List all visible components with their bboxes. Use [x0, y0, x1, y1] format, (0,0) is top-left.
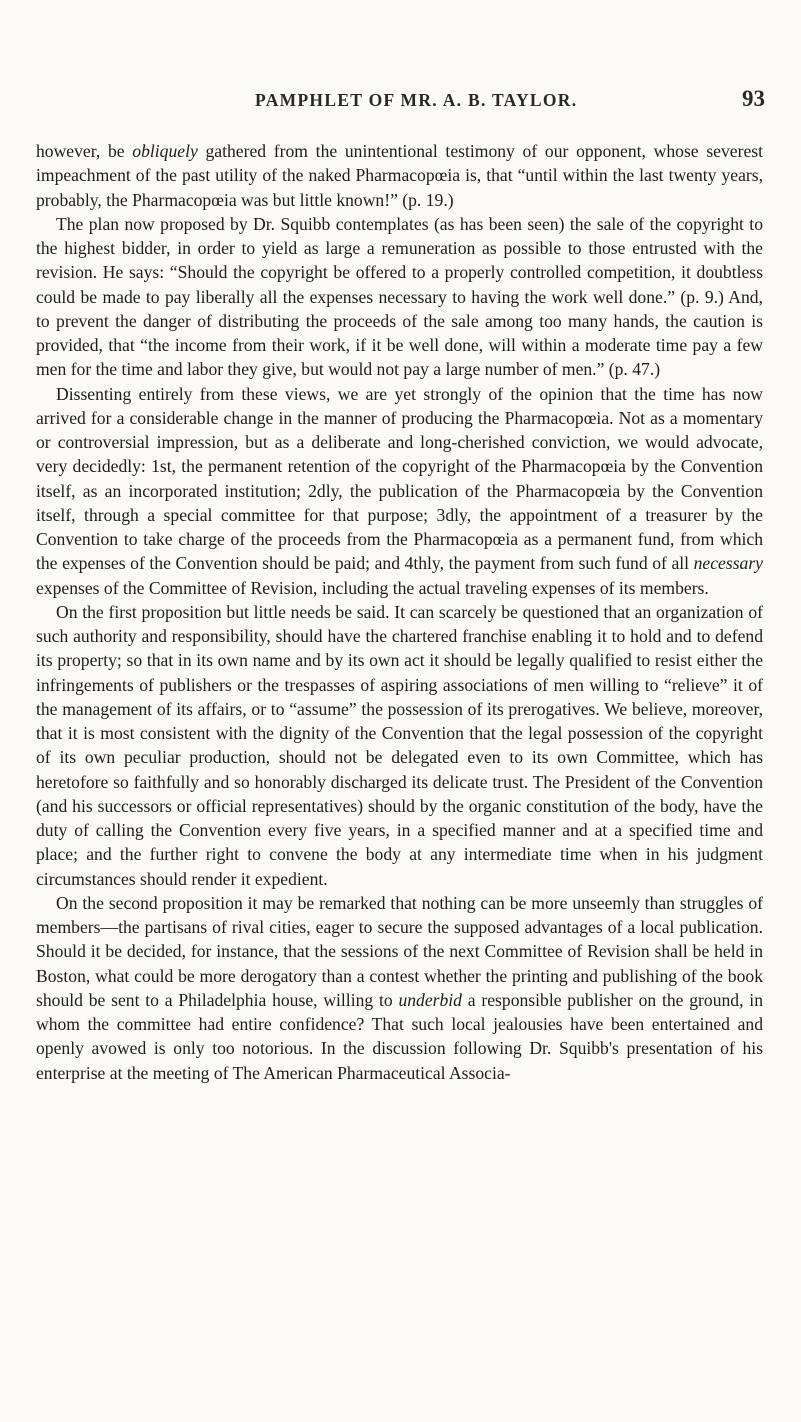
- italic-run: obliquely: [132, 141, 198, 161]
- text-run: The plan now proposed by Dr. Squibb contemplates (as has been seen) the sale of the copyright to the highest bidder, in order to yield as large a remuneration as possible to those entrusted with the revision. He says: “Should the copyright be offered to a properly controlled competition, it doubtless could be made to pay liberally all the expenses necessary to having the work well done.” (p. 9.) And, to prevent the danger of distributing the proceeds of the sale among too many hands, the caution is provided, that “the income from their work, if it be well done, will within a moderate time pay a few men for the time and labor they give, but would not pay a large number of men.” (p. 47.): [36, 213, 763, 380]
- paragraph-3: [36, 382, 763, 600]
- text-run: however, be: [36, 141, 133, 161]
- italic-run: necessary: [693, 553, 763, 574]
- text-run: Dissenting entirely from these views, we are yet strongly of the opinion that the time has now arrived for a considerable change in the manner of producing the Pharmacopœia. Not as a momentary or controversial impression, but as a deliberate and long-cherished conviction, we would advocate, very decidedly: 1st, the permanent retention of the copyright of the Pharmacopœia by the Convention itself, as an incorporated institution; 2dly, the publication of the Pharmacopœia by the Convention itself, through a special committee for that purpose; 3dly, the appointment of a treasurer by the Convention to take charge of the proceeds from the Pharmacopœia as a permanent fund, from which the expenses of the Convention should be paid; and 4thly, the payment from such fund of all: [36, 383, 763, 574]
- text-run: gathered from the unintentional testimony of our opponent, whose severest impeachment of the past utility of the naked Pharmacopœia is, that “until within the last twenty years, probably, the Pharmacopœia was but little known!” (p. 19.): [36, 141, 763, 210]
- text-run: On the second proposition it may be remarked that nothing can be more unseemly than struggles of members—the partisans of rival cities, eager to secure the supposed advantages of a local publication. Should it be decided, for instance, that the sessions of the next Committee of Revision shall be held in Boston, what could be more derogatory than a contest whether the printing and publishing of the book should be sent to a Philadelphia house, willing to: [36, 892, 763, 1010]
- paragraph-1: [36, 139, 763, 212]
- running-head: [255, 88, 765, 118]
- paragraph-5: [36, 891, 763, 1085]
- paragraph-4: [36, 600, 763, 891]
- running-title: PAMPHLET OF MR. A. B. TAYLOR.: [255, 90, 578, 110]
- page-number: 93: [742, 86, 765, 111]
- text-run: On the first proposition but little needs be said. It can scarcely be questioned that an organization of such authority and responsibility, should have the chartered franchise enabling it to hold and to defend its property; so that in its own name and by its own act it should be legally qualified to resist either the infringements of publishers or the trespasses of aspiring associations of men willing to “relieve” it of the management of its affairs, or to “assume” the possession of its prerogatives. We believe, moreover, that it is most consistent with the dignity of the Convention that the legal possession of the copyright of its own peculiar production, should not be delegated even to its own Committee, which has heretofore so faithfully and so honorably discharged its delicate trust. The President of the Convention (and his successors or official representatives) should by the organic constitution of the body, have the duty of calling the Convention every five years, in a specified manner and at a specified time and place; and the further right to convene the body at any intermediate time when in his judgment circumstances should render it expedient.: [36, 601, 763, 889]
- text-run: expenses of the Committee of Revision, including the actual traveling expenses of its members.: [36, 577, 709, 598]
- paragraph-2: [36, 212, 763, 382]
- body-text: [36, 139, 763, 1085]
- text-run: a responsible publisher on the ground, in whom the committee had entire confidence? That such local jealousies have been entertained and openly avowed is only too notorious. In the discussion following Dr. Squibb's presentation of his enterprise at the meeting of The American Pharmaceutical Associa-: [36, 989, 763, 1083]
- italic-run: underbid: [398, 989, 462, 1010]
